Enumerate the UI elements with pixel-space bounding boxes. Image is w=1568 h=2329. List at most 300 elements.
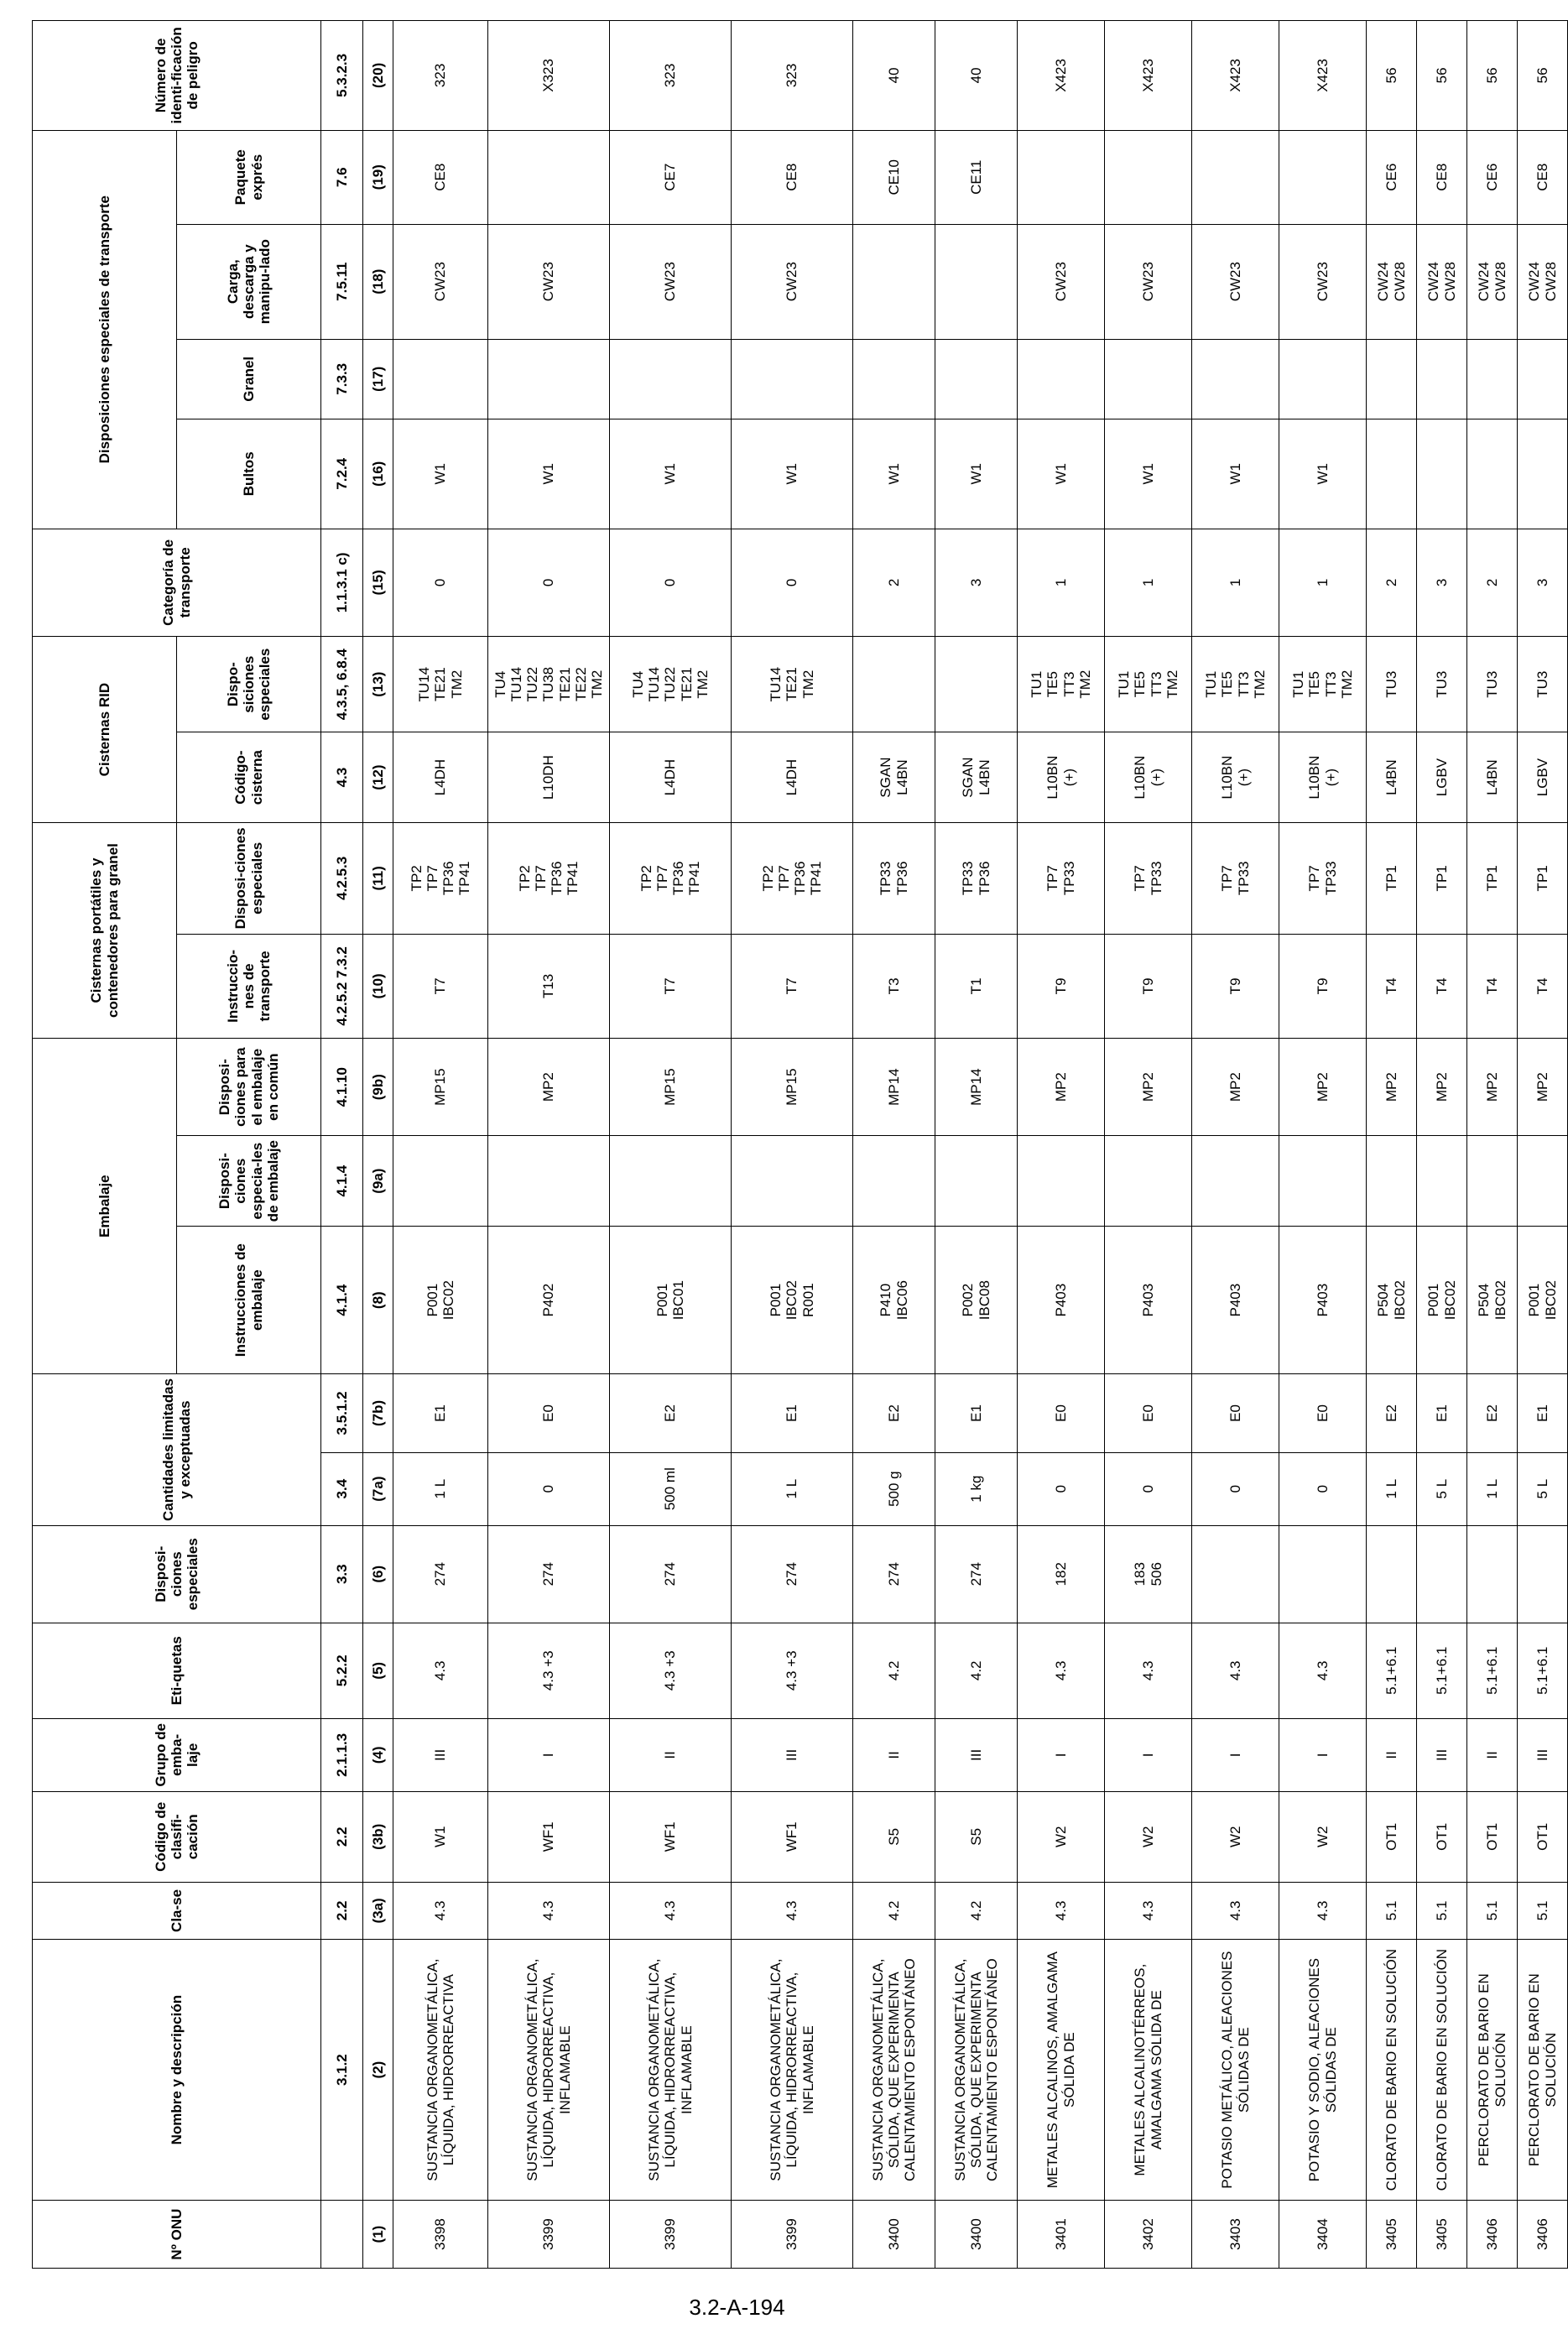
table-cell: TU4 TU14 TU22 TU38 TE21 TE22 TM2 xyxy=(488,637,610,732)
reference-cell: 7.5.11 xyxy=(321,224,363,339)
reference-cell: 5.3.2.3 xyxy=(321,21,363,131)
table-cell: W1 xyxy=(393,419,488,529)
table-cell: 0 xyxy=(610,529,732,637)
table-cell: 5.1+6.1 xyxy=(1417,1623,1467,1718)
reference-cell: 4.3 xyxy=(321,732,363,823)
header-codigo-cisterna: Código-cisterna xyxy=(177,732,321,823)
table-row xyxy=(1192,21,1279,2269)
table-cell: 40 xyxy=(853,21,935,131)
reference-cell: 2.2 xyxy=(321,1791,363,1882)
table-cell xyxy=(1192,1525,1279,1623)
table-cell: S5 xyxy=(853,1791,935,1882)
table-cell: 3 xyxy=(935,529,1018,637)
table-cell: MP2 xyxy=(1518,1039,1568,1136)
table-cell: I xyxy=(488,1718,610,1791)
table-cell: 5.1 xyxy=(1518,1882,1568,1939)
table-cell: 1 xyxy=(1279,529,1367,637)
reference-cell: 1.1.3.1 c) xyxy=(321,529,363,637)
table-cell xyxy=(488,339,610,419)
column-number-cell: (11) xyxy=(363,823,393,935)
table-cell xyxy=(935,1136,1018,1227)
dangerous-goods-table xyxy=(32,20,1568,2269)
column-number-cell: (7b) xyxy=(363,1374,393,1452)
table-cell: E2 xyxy=(1367,1374,1417,1452)
table-cell: OT1 xyxy=(1518,1791,1568,1882)
column-number-cell: (3a) xyxy=(363,1882,393,1939)
table-cell: W1 xyxy=(1105,419,1192,529)
table-cell xyxy=(1467,419,1518,529)
table-cell: TP1 xyxy=(1467,823,1518,935)
table-cell: E1 xyxy=(1518,1374,1568,1452)
table-cell: T7 xyxy=(610,934,732,1038)
table-cell: TP1 xyxy=(1518,823,1568,935)
column-number-cell: (3b) xyxy=(363,1791,393,1882)
table-cell: E0 xyxy=(1105,1374,1192,1452)
description-cell: CLORATO DE BARIO EN SOLUCIÓN xyxy=(1417,1940,1467,2201)
table-cell: 274 xyxy=(610,1525,732,1623)
table-cell: 4.3 xyxy=(488,1882,610,1939)
table-cell: OT1 xyxy=(1367,1791,1417,1882)
table-cell xyxy=(1279,1136,1367,1227)
table-cell xyxy=(1467,1136,1518,1227)
table-cell xyxy=(1192,1136,1279,1227)
reference-cell: 4.1.4 xyxy=(321,1136,363,1227)
table-cell: 0 xyxy=(1279,1452,1367,1525)
rotated-table-container xyxy=(32,20,1559,2269)
table-cell: CE6 xyxy=(1367,130,1417,224)
table-cell: P001 IBC01 xyxy=(610,1227,732,1374)
table-cell: T13 xyxy=(488,934,610,1038)
table-cell: II xyxy=(1367,1718,1417,1791)
reference-cell: 3.1.2 xyxy=(321,1940,363,2201)
table-cell: E1 xyxy=(935,1374,1018,1452)
header-cantidades: Cantidades limitadas y exceptuadas xyxy=(33,1374,321,1525)
table-cell: T7 xyxy=(393,934,488,1038)
table-cell: E1 xyxy=(393,1374,488,1452)
table-cell: W2 xyxy=(1018,1791,1105,1882)
table-cell: 1 xyxy=(1018,529,1105,637)
table-cell xyxy=(1367,1136,1417,1227)
table-cell: MP15 xyxy=(393,1039,488,1136)
description-cell: METALES ALCALINOTÉRREOS, AMALGAMA SÓLIDA DE xyxy=(1105,1940,1192,2201)
table-cell xyxy=(1417,1525,1467,1623)
table-cell: 0 xyxy=(488,529,610,637)
table-cell: TU3 xyxy=(1518,637,1568,732)
table-cell: P001 IBC02 xyxy=(1518,1227,1568,1374)
table-cell xyxy=(935,637,1018,732)
table-cell: 5.1+6.1 xyxy=(1518,1623,1568,1718)
description-cell: METALES ALCALINOS, AMALGAMA SÓLIDA DE xyxy=(1018,1940,1105,2201)
un-number-cell: 3398 xyxy=(393,2201,488,2269)
table-cell: 4.3 xyxy=(1105,1623,1192,1718)
table-cell: E0 xyxy=(1279,1374,1367,1452)
table-cell: 4.3 xyxy=(393,1882,488,1939)
table-cell: L10BN (+) xyxy=(1105,732,1192,823)
table-cell: TU3 xyxy=(1367,637,1417,732)
table-row xyxy=(488,21,610,2269)
header-disp-esp-cisternas: Disposi-ciones especiales xyxy=(177,823,321,935)
table-cell: WF1 xyxy=(610,1791,732,1882)
un-number-cell: 3401 xyxy=(1018,2201,1105,2269)
header-paquete: Paquete exprés xyxy=(177,130,321,224)
table-cell: X423 xyxy=(1105,21,1192,131)
table-row xyxy=(935,21,1018,2269)
table-cell: 0 xyxy=(1105,1452,1192,1525)
table-cell: CE8 xyxy=(1518,130,1568,224)
table-cell: TP2 TP7 TP36 TP41 xyxy=(610,823,732,935)
column-number-cell: (2) xyxy=(363,1940,393,2201)
table-cell: III xyxy=(935,1718,1018,1791)
table-cell: 56 xyxy=(1367,21,1417,131)
reference-row xyxy=(321,21,363,2269)
table-cell: 0 xyxy=(732,529,853,637)
table-cell: 274 xyxy=(935,1525,1018,1623)
table-cell xyxy=(393,339,488,419)
un-number-cell: 3404 xyxy=(1279,2201,1367,2269)
table-cell: MP2 xyxy=(1417,1039,1467,1136)
table-cell: MP14 xyxy=(935,1039,1018,1136)
table-cell: 274 xyxy=(488,1525,610,1623)
column-number-cell: (5) xyxy=(363,1623,393,1718)
table-cell xyxy=(853,637,935,732)
table-cell: 1 L xyxy=(1367,1452,1417,1525)
table-cell: E0 xyxy=(1192,1374,1279,1452)
table-cell xyxy=(853,1136,935,1227)
table-cell: CE11 xyxy=(935,130,1018,224)
column-number-cell: (4) xyxy=(363,1718,393,1791)
table-cell: 2 xyxy=(1467,529,1518,637)
column-number-cell: (6) xyxy=(363,1525,393,1623)
reference-cell: 4.2.5.3 xyxy=(321,823,363,935)
reference-cell: 5.2.2 xyxy=(321,1623,363,1718)
table-cell: W1 xyxy=(1018,419,1105,529)
table-cell: MP2 xyxy=(1192,1039,1279,1136)
table-cell: 182 xyxy=(1018,1525,1105,1623)
table-cell xyxy=(853,339,935,419)
reference-cell xyxy=(321,2201,363,2269)
column-number-cell: (15) xyxy=(363,529,393,637)
table-cell: 4.3 xyxy=(1018,1623,1105,1718)
table-cell: T9 xyxy=(1279,934,1367,1038)
reference-cell: 4.3.5, 6.8.4 xyxy=(321,637,363,732)
page-number: 3.2-A-194 xyxy=(689,2295,785,2320)
column-number-cell: (9b) xyxy=(363,1039,393,1136)
table-cell: 5 L xyxy=(1417,1452,1467,1525)
table-cell: T4 xyxy=(1518,934,1568,1038)
table-cell: T4 xyxy=(1367,934,1417,1038)
column-number-cell: (17) xyxy=(363,339,393,419)
table-cell: L4BN xyxy=(1467,732,1518,823)
table-cell: 4.3 xyxy=(1279,1882,1367,1939)
header-carga: Carga, descarga y manipu-lado xyxy=(177,224,321,339)
table-cell: 0 xyxy=(1192,1452,1279,1525)
header-cisternas-rid: Cisternas RID xyxy=(33,637,177,823)
table-row xyxy=(732,21,853,2269)
description-cell: POTASIO Y SODIO, ALEACIONES SÓLIDAS DE xyxy=(1279,1940,1367,2201)
table-cell: 56 xyxy=(1417,21,1467,131)
table-cell xyxy=(1367,419,1417,529)
reference-cell: 7.2.4 xyxy=(321,419,363,529)
table-cell: W1 xyxy=(935,419,1018,529)
column-number-row xyxy=(363,21,393,2269)
table-cell: W1 xyxy=(1279,419,1367,529)
table-cell: TP33 TP36 xyxy=(853,823,935,935)
description-cell: SUSTANCIA ORGANOMETÁLICA, SÓLIDA, QUE EXPERIMENTA CALENTAMIENTO ESPONTÁNEO xyxy=(853,1940,935,2201)
table-cell: P504 IBC02 xyxy=(1467,1227,1518,1374)
table-cell: CW23 xyxy=(488,224,610,339)
table-cell: T1 xyxy=(935,934,1018,1038)
table-cell xyxy=(935,339,1018,419)
table-cell: T9 xyxy=(1192,934,1279,1038)
table-cell: MP15 xyxy=(610,1039,732,1136)
table-cell: CW23 xyxy=(1279,224,1367,339)
table-cell: LGBV xyxy=(1417,732,1467,823)
table-cell: P403 xyxy=(1018,1227,1105,1374)
table-cell: W2 xyxy=(1105,1791,1192,1882)
table-cell: S5 xyxy=(935,1791,1018,1882)
table-cell: 4.3 xyxy=(732,1882,853,1939)
reference-cell: 4.1.4 xyxy=(321,1227,363,1374)
header-embalaje: Embalaje xyxy=(33,1039,177,1374)
table-cell xyxy=(935,224,1018,339)
table-cell: TP1 xyxy=(1367,823,1417,935)
table-cell: 323 xyxy=(393,21,488,131)
un-number-cell: 3402 xyxy=(1105,2201,1192,2269)
table-cell: 5 L xyxy=(1518,1452,1568,1525)
table-cell: 500 ml xyxy=(610,1452,732,1525)
table-cell: L4DH xyxy=(610,732,732,823)
table-cell: 1 xyxy=(1105,529,1192,637)
column-number-cell: (1) xyxy=(363,2201,393,2269)
header-bultos: Bultos xyxy=(177,419,321,529)
table-cell: W1 xyxy=(1192,419,1279,529)
table-cell: III xyxy=(1417,1718,1467,1791)
table-cell: III xyxy=(1518,1718,1568,1791)
column-number-cell: (19) xyxy=(363,130,393,224)
table-cell: W1 xyxy=(853,419,935,529)
table-cell: II xyxy=(1467,1718,1518,1791)
un-number-cell: 3406 xyxy=(1518,2201,1568,2269)
description-cell: SUSTANCIA ORGANOMETÁLICA, LÍQUIDA, HIDRORREACTIVA, INFLAMABLE xyxy=(732,1940,853,2201)
table-cell xyxy=(1105,1136,1192,1227)
header-nombre: Nombre y descripción xyxy=(33,1940,321,2201)
un-number-cell: 3399 xyxy=(732,2201,853,2269)
table-cell: MP2 xyxy=(488,1039,610,1136)
header-disp-esp-embalaje: Disposi-ciones especia-les de embalaje xyxy=(177,1136,321,1227)
table-cell: 4.2 xyxy=(853,1623,935,1718)
table-cell: W1 xyxy=(732,419,853,529)
table-cell xyxy=(732,339,853,419)
table-cell: 2 xyxy=(853,529,935,637)
table-cell: L4DH xyxy=(732,732,853,823)
table-cell: L4BN xyxy=(1367,732,1417,823)
table-cell xyxy=(1105,339,1192,419)
table-cell: CE10 xyxy=(853,130,935,224)
column-number-cell: (9a) xyxy=(363,1136,393,1227)
table-cell: L4DH xyxy=(393,732,488,823)
header-granel: Granel xyxy=(177,339,321,419)
reference-cell: 2.2 xyxy=(321,1882,363,1939)
table-row xyxy=(1367,21,1417,2269)
table-cell: 500 g xyxy=(853,1452,935,1525)
table-cell: LGBV xyxy=(1518,732,1568,823)
table-cell: 323 xyxy=(732,21,853,131)
table-row xyxy=(853,21,935,2269)
reference-cell: 4.1.10 xyxy=(321,1039,363,1136)
table-cell: 1 L xyxy=(393,1452,488,1525)
table-cell: 4.3 xyxy=(1018,1882,1105,1939)
table-cell: P402 xyxy=(488,1227,610,1374)
table-cell: OT1 xyxy=(1417,1791,1467,1882)
table-cell xyxy=(1467,1525,1518,1623)
table-cell xyxy=(1192,130,1279,224)
table-cell: P504 IBC02 xyxy=(1367,1227,1417,1374)
table-cell: CW23 xyxy=(1192,224,1279,339)
table-cell: TP7 TP33 xyxy=(1018,823,1105,935)
reference-cell: 7.6 xyxy=(321,130,363,224)
table-cell: 183 506 xyxy=(1105,1525,1192,1623)
table-cell: CW23 xyxy=(393,224,488,339)
table-cell: 40 xyxy=(935,21,1018,131)
table-cell: T4 xyxy=(1467,934,1518,1038)
table-cell xyxy=(1192,339,1279,419)
table-cell xyxy=(1105,130,1192,224)
table-cell: 4.3 +3 xyxy=(488,1623,610,1718)
reference-cell: 3.4 xyxy=(321,1452,363,1525)
un-number-cell: 3399 xyxy=(610,2201,732,2269)
table-cell: WF1 xyxy=(488,1791,610,1882)
table-cell: 1 L xyxy=(1467,1452,1518,1525)
table-cell xyxy=(1417,1136,1467,1227)
table-cell: L10BN (+) xyxy=(1192,732,1279,823)
table-cell: TU1 TE5 TT3 TM2 xyxy=(1105,637,1192,732)
table-cell: P403 xyxy=(1192,1227,1279,1374)
table-cell: MP2 xyxy=(1367,1039,1417,1136)
table-cell: TU1 TE5 TT3 TM2 xyxy=(1018,637,1105,732)
table-row xyxy=(1105,21,1192,2269)
column-number-cell: (7a) xyxy=(363,1452,393,1525)
table-cell: E2 xyxy=(1467,1374,1518,1452)
column-number-cell: (13) xyxy=(363,637,393,732)
table-cell: X423 xyxy=(1279,21,1367,131)
table-cell: T3 xyxy=(853,934,935,1038)
table-cell: P410 IBC06 xyxy=(853,1227,935,1374)
table-cell: I xyxy=(1018,1718,1105,1791)
table-cell: X323 xyxy=(488,21,610,131)
reference-cell: 3.3 xyxy=(321,1525,363,1623)
table-cell xyxy=(853,224,935,339)
table-cell: T9 xyxy=(1018,934,1105,1038)
table-cell: X423 xyxy=(1018,21,1105,131)
table-cell: T9 xyxy=(1105,934,1192,1038)
table-cell: 4.3 xyxy=(610,1882,732,1939)
table-cell: CE6 xyxy=(1467,130,1518,224)
header-codigo-clasificacion: Código de clasifi-cación xyxy=(33,1791,321,1882)
table-cell xyxy=(1018,1136,1105,1227)
header-disp-esp-rid: Dispo-siciones especiales xyxy=(177,637,321,732)
un-number-cell: 3399 xyxy=(488,2201,610,2269)
table-cell: W2 xyxy=(1279,1791,1367,1882)
table-cell: CE8 xyxy=(732,130,853,224)
table-cell: I xyxy=(1279,1718,1367,1791)
table-cell: 5.1+6.1 xyxy=(1367,1623,1417,1718)
header-etiquetas: Eti-quetas xyxy=(33,1623,321,1718)
table-cell: P001 IBC02 xyxy=(393,1227,488,1374)
table-cell xyxy=(1018,130,1105,224)
table-cell: II xyxy=(610,1718,732,1791)
table-cell: III xyxy=(732,1718,853,1791)
table-cell: 1 kg xyxy=(935,1452,1018,1525)
table-cell: TU3 xyxy=(1467,637,1518,732)
table-cell: 5.1+6.1 xyxy=(1467,1623,1518,1718)
table-cell: TP7 TP33 xyxy=(1192,823,1279,935)
table-cell xyxy=(1279,130,1367,224)
description-cell: SUSTANCIA ORGANOMETÁLICA, LÍQUIDA, HIDRORREACTIVA, INFLAMABLE xyxy=(488,1940,610,2201)
column-number-cell: (10) xyxy=(363,934,393,1038)
table-cell: SGAN L4BN xyxy=(853,732,935,823)
table-cell: 274 xyxy=(732,1525,853,1623)
un-number-cell: 3405 xyxy=(1417,2201,1467,2269)
column-number-cell: (18) xyxy=(363,224,393,339)
header-row xyxy=(33,21,177,2269)
table-cell: P001 IBC02 xyxy=(1417,1227,1467,1374)
table-cell: CW23 xyxy=(1105,224,1192,339)
table-cell: TU14 TE21 TM2 xyxy=(393,637,488,732)
header-clase: Cla-se xyxy=(33,1882,321,1939)
table-cell: W2 xyxy=(1192,1791,1279,1882)
table-row xyxy=(1518,21,1568,2269)
table-cell: I xyxy=(1105,1718,1192,1791)
table-cell: E0 xyxy=(488,1374,610,1452)
table-cell xyxy=(1518,339,1568,419)
header-no-onu: Nº ONU xyxy=(33,2201,321,2269)
table-cell: 4.3 xyxy=(1105,1882,1192,1939)
table-cell: TU4 TU14 TU22 TE21 TM2 xyxy=(610,637,732,732)
table-cell: W1 xyxy=(610,419,732,529)
table-cell: CW23 xyxy=(732,224,853,339)
table-cell: MP2 xyxy=(1467,1039,1518,1136)
table-cell xyxy=(1518,1525,1568,1623)
table-cell: TP33 TP36 xyxy=(935,823,1018,935)
table-cell xyxy=(393,1136,488,1227)
table-cell: 5.1 xyxy=(1467,1882,1518,1939)
table-cell: 274 xyxy=(393,1525,488,1623)
table-cell: E1 xyxy=(732,1374,853,1452)
header-disp-comun: Disposi-ciones para el embalaje en común xyxy=(177,1039,321,1136)
header-disposiciones-especiales: Disposi-ciones especiales xyxy=(33,1525,321,1623)
table-cell: P403 xyxy=(1279,1227,1367,1374)
table-cell: 4.3 xyxy=(1192,1882,1279,1939)
table-cell: 5.1 xyxy=(1367,1882,1417,1939)
table-cell xyxy=(1367,339,1417,419)
description-cell: SUSTANCIA ORGANOMETÁLICA, LÍQUIDA, HIDRORREACTIVA, INFLAMABLE xyxy=(610,1940,732,2201)
table-cell: TP2 TP7 TP36 TP41 xyxy=(393,823,488,935)
table-cell: OT1 xyxy=(1467,1791,1518,1882)
table-cell: III xyxy=(393,1718,488,1791)
table-cell: 3 xyxy=(1417,529,1467,637)
table-cell: TP7 TP33 xyxy=(1105,823,1192,935)
table-cell: E2 xyxy=(610,1374,732,1452)
reference-cell: 7.3.3 xyxy=(321,339,363,419)
column-number-cell: (8) xyxy=(363,1227,393,1374)
table-cell: II xyxy=(853,1718,935,1791)
table-cell: MP15 xyxy=(732,1039,853,1136)
table-cell: 4.3 xyxy=(1279,1623,1367,1718)
table-cell: TU1 TE5 TT3 TM2 xyxy=(1192,637,1279,732)
description-cell: CLORATO DE BARIO EN SOLUCIÓN xyxy=(1367,1940,1417,2201)
table-cell: 56 xyxy=(1467,21,1518,131)
reference-cell: 2.1.1.3 xyxy=(321,1718,363,1791)
